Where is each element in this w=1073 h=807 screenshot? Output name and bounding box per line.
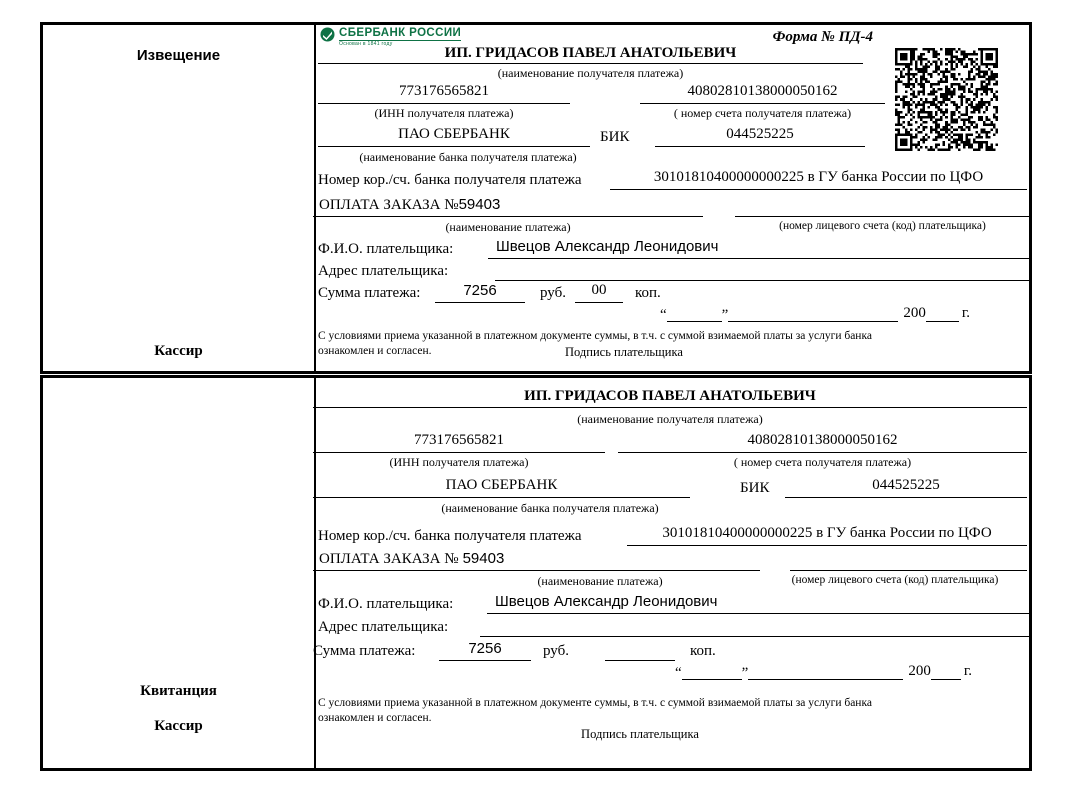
inn-value: 773176565821 [313, 432, 605, 453]
bik-label: БИК [740, 480, 770, 496]
year-prefix: 200 [908, 663, 931, 679]
date-day-blank [667, 306, 722, 322]
personal-account-caption: (номер лицевого счета (код) плательщика) [791, 574, 999, 586]
payer-name-label: Ф.И.О. плательщика: [318, 241, 454, 257]
account-value: 40802810138000050162 [640, 83, 885, 104]
bik-value: 044525225 [655, 126, 865, 147]
bank-name-value: ПАО СБЕРБАНК [318, 126, 590, 147]
bik-value: 044525225 [785, 477, 1027, 498]
payer-address-value [495, 260, 1030, 281]
cashier-label: Кассир [154, 718, 203, 734]
agreement-line2: ознакомлен и согласен. [318, 345, 432, 357]
date-day-blank [682, 664, 742, 680]
signature-label: Подпись плательщика [565, 345, 683, 359]
personal-account-field [790, 550, 1027, 571]
date-month-blank [748, 664, 903, 680]
rub-label: руб. [543, 643, 569, 659]
payment-purpose-field [313, 196, 703, 217]
payment-purpose-prefix: ОПЛАТА ЗАКАЗА № [319, 197, 459, 213]
date-field [675, 663, 972, 680]
section-title: Извещение [136, 47, 221, 64]
close-quote: ” [741, 665, 749, 681]
section-title: Квитанция [140, 683, 217, 699]
year-blank [931, 664, 961, 680]
form-number: Форма № ПД-4 [772, 29, 873, 45]
amount-kop-value [605, 640, 675, 661]
sberbank-logo [320, 27, 461, 47]
inn-caption: (ИНН получателя платежа) [389, 455, 529, 469]
personal-account-caption: (номер лицевого счета (код) плательщика) [779, 220, 986, 232]
corr-account-value: 30101810400000000225 в ГУ банка России по ЦФО [627, 525, 1027, 546]
payer-name-value: Швецов Александр Леонидович [487, 593, 1030, 614]
corr-account-label: Номер кор./сч. банка получателя платежа [318, 172, 582, 188]
rub-label: руб. [540, 285, 566, 301]
year-suffix: г. [963, 663, 973, 679]
kop-label: коп. [635, 285, 661, 301]
account-caption: ( номер счета получателя платежа) [733, 455, 912, 469]
amount-label: Сумма платежа: [318, 285, 421, 301]
sberbank-logo-icon [320, 27, 335, 47]
section-notice [40, 22, 1032, 374]
account-value: 40802810138000050162 [618, 432, 1027, 453]
order-number: 59403 [462, 550, 505, 567]
payer-name-label: Ф.И.О. плательщика: [318, 596, 454, 612]
cashier-label: Кассир [154, 343, 203, 359]
payer-name-value: Швецов Александр Леонидович [488, 238, 1030, 259]
date-field [660, 305, 970, 322]
agreement-line1: С условиями приема указанной в платежном документе суммы, в т.ч. с суммой взимаемой платы за услуги банка [318, 330, 872, 342]
payer-address-label: Адрес плательщика: [318, 619, 449, 635]
agreement-line1: С условиями приема указанной в платежном документе суммы, в т.ч. с суммой взимаемой платы за услуги банка [318, 697, 872, 709]
qr-code [895, 48, 998, 151]
bik-label: БИК [600, 129, 630, 145]
account-caption: ( номер счета получателя платежа) [673, 106, 852, 120]
kop-label: коп. [690, 643, 716, 659]
amount-label: Сумма платежа: [313, 643, 416, 659]
amount-rub-value: 7256 [435, 282, 525, 303]
amount-rub-value: 7256 [439, 640, 531, 661]
inn-caption: (ИНН получателя платежа) [374, 106, 514, 120]
personal-account-field [735, 196, 1030, 217]
bank-name-caption: (наименование банка получателя платежа) [359, 150, 577, 164]
sberbank-logo-text: СБЕРБАНК РОССИИ [339, 27, 462, 39]
close-quote: ” [721, 307, 729, 323]
signature-label: Подпись плательщика [581, 727, 699, 741]
payer-address-label: Адрес плательщика: [318, 263, 449, 279]
notice-left-cell [43, 25, 316, 371]
order-number: 59403 [458, 196, 501, 213]
agreement-line2: ознакомлен и согласен. [318, 712, 432, 724]
payment-purpose-prefix: ОПЛАТА ЗАКАЗА № [319, 551, 459, 567]
recipient-name-caption: (наименование получателя платежа) [577, 412, 763, 426]
section-receipt [40, 375, 1032, 771]
corr-account-value: 30101810400000000225 в ГУ банка России по ЦФО [610, 169, 1027, 190]
payer-address-value [480, 616, 1030, 637]
recipient-name: ИП. ГРИДАСОВ ПАВЕЛ АНАТОЛЬЕВИЧ [318, 45, 863, 64]
payment-purpose-field [313, 550, 760, 571]
inn-value: 773176565821 [318, 83, 570, 104]
receipt-left-cell [43, 378, 316, 768]
year-blank [926, 306, 959, 322]
year-suffix: г. [961, 305, 971, 321]
payment-name-caption: (наименование платежа) [537, 574, 663, 588]
bank-name-caption: (наименование банка получателя платежа) [441, 501, 659, 515]
recipient-name: ИП. ГРИДАСОВ ПАВЕЛ АНАТОЛЬЕВИЧ [313, 388, 1027, 408]
date-month-blank [728, 306, 898, 322]
year-prefix: 200 [903, 305, 926, 321]
open-quote: “ [675, 665, 682, 681]
payment-name-caption: (наименование платежа) [445, 220, 571, 234]
open-quote: “ [660, 307, 667, 323]
amount-kop-value: 00 [575, 282, 623, 303]
sberbank-logo-tagline: Основан в 1841 году [339, 41, 393, 47]
corr-account-label: Номер кор./сч. банка получателя платежа [318, 528, 582, 544]
recipient-name-caption: (наименование получателя платежа) [497, 66, 684, 80]
bank-name-value: ПАО СБЕРБАНК [313, 477, 690, 498]
